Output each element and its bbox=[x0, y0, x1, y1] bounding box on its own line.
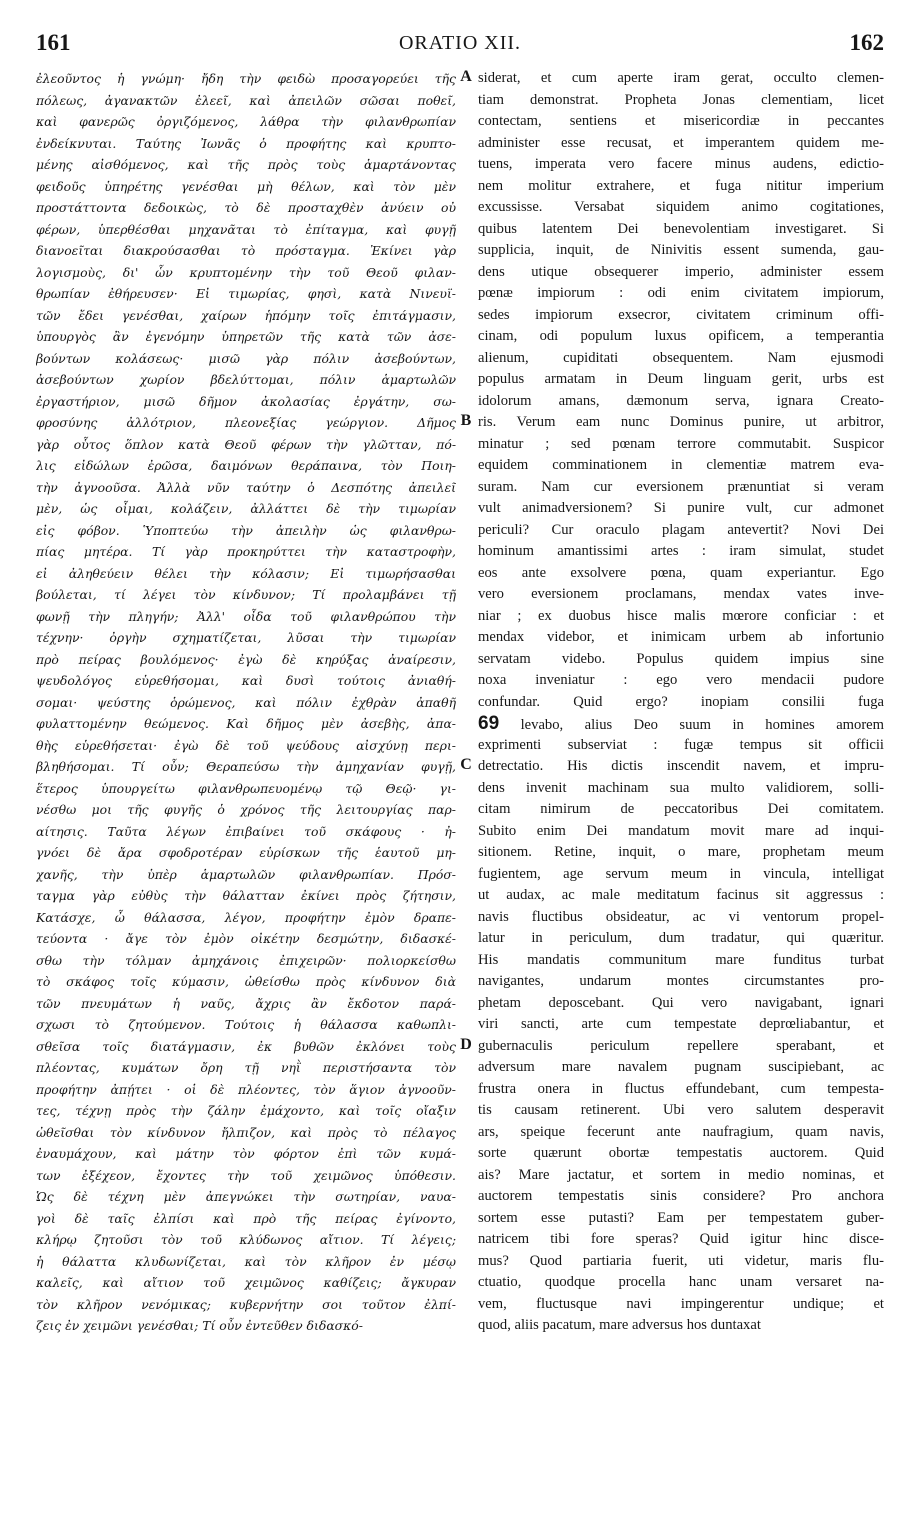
latin-line: cinam, odi populum luxus opificem, a temperantia bbox=[478, 328, 884, 344]
greek-line: τῶν πνευμάτων ἡ ναῦς, ἄχρις ἂν ἔκδοτον παρά- bbox=[36, 995, 456, 1011]
latin-line: servatam videbo. Populus quidem impius sine bbox=[478, 650, 884, 667]
latin-line: idolorum amans, dæmonum serva, ignara Creato- bbox=[478, 392, 884, 409]
latin-line: gubernaculis periculum repellere sperabant, et bbox=[478, 1037, 884, 1054]
latin-line: niar ; ex duobus hisce malis mœrore conficiar : et bbox=[478, 607, 884, 624]
greek-line: καλεῖς, καὶ αἴτιον τοῦ χειμῶνος καθίζεις; ἄγκυραν bbox=[36, 1275, 456, 1290]
greek-line: χανῆς, τὴν ὑπὲρ ἁμαρτωλῶν φιλανθρωπίαν. Πρόσ- bbox=[36, 866, 456, 882]
greek-line: νέσθω μοι τῆς φυγῆς ὁ χρόνος τῆς λειτουργίας παρ- bbox=[36, 802, 456, 817]
latin-line: navigantes, undarum montes circumstantes pro- bbox=[478, 973, 884, 989]
greek-line: τὴν ἀγνοοῦσα. Ἀλλὰ νῦν ταύτην ὁ Δεσπότης ἀπειλεῖ bbox=[36, 479, 456, 495]
greek-line: εἰς φόβον. Ὑποπτεύω τὴν ἀπειλὴν ὡς φιλανθρω- bbox=[36, 522, 456, 538]
greek-line: ἐνδείκνυται. Ταύτης Ἰωνᾶς ὁ προφήτης καὶ κρυπτο- bbox=[36, 135, 456, 151]
greek-line: Κατάσχε, ὦ θάλασσα, λέγον, προφήτην ἐμὸν δραπε- bbox=[36, 909, 456, 925]
greek-line: λις εἰδώλων ἐρῶσα, δαιμόνων θεράπαινα, τὸν Ποιη- bbox=[36, 458, 456, 473]
page-header bbox=[36, 30, 884, 64]
greek-line: προφήτην ἀπῄτει · οἱ δὲ πλέοντες, τὸν ἅγιον ἀγνοοῦν- bbox=[36, 1081, 456, 1097]
latin-line: dens invenit machinam sua multo validiorem, solli- bbox=[478, 779, 884, 796]
latin-line: noxa inveniatur : ego vero mendacii pudore bbox=[478, 672, 884, 688]
greek-line: φειδοῦς ὑπηρέτης γενέσθαι μὴ θέλων, καὶ τὸν μὲν bbox=[36, 178, 456, 194]
latin-line: ut audax, ac male meditatum facinus sit aggressus : bbox=[478, 887, 884, 903]
greek-line: καὶ φανερῶς ὀργιζόμενος, λάθρα τὴν φιλανθρωπίαν bbox=[36, 114, 456, 129]
greek-line: γοὶ δὲ ταῖς ἐλπίσι καὶ πρὸ τῆς πείρας ἐγίνοντο, bbox=[36, 1210, 456, 1226]
greek-line: προστάττοντα δεδοικὼς, τὸ δὲ προσταχθὲν ἀνύειν οὐ bbox=[36, 200, 456, 215]
latin-line: siderat, et cum aperte iram gerat, occulto clemen- bbox=[478, 70, 884, 86]
greek-line: αίτησις. Ταῦτα λέγων ἐπιβαίνει τοῦ σκάφους · ἠ- bbox=[36, 823, 456, 839]
latin-line: frustra onera in fluctus effundebant, cum tempesta- bbox=[478, 1080, 884, 1097]
latin-line: confundar. Quid ergo? inopiam consilii fuga bbox=[478, 693, 884, 710]
latin-line: contectam, sentiens et misericordiæ in peccantes bbox=[478, 113, 884, 129]
latin-line: sedes impiorum exsecror, civitatem criminum offi- bbox=[478, 306, 884, 323]
section-marker-a: A bbox=[460, 68, 472, 85]
section-marker-c: C bbox=[460, 756, 472, 773]
greek-line: φωνῇ τὴν πληγήν; Ἀλλ' οἶδα τοῦ φιλανθρώπου τὴν bbox=[36, 608, 456, 624]
latin-line: navis fluctibus obsideatur, ac vi ventorum propel- bbox=[478, 908, 884, 925]
latin-line: suram. Nam cur eversionem prænuntiat si veram bbox=[478, 478, 884, 495]
greek-line: τες, τέχνῃ πρὸς τὴν ζάλην ἐμάχοντο, καὶ τοῖς οἴαξιν bbox=[36, 1103, 456, 1118]
page-number-left: 161 bbox=[36, 30, 71, 55]
latin-line: sitionem. Retine, inquit, o mare, prophetam meum bbox=[478, 844, 884, 860]
greek-line: σχωσι τὸ ζητούμενον. Τούτοις ἡ θάλασσα καθωπλι- bbox=[36, 1017, 456, 1032]
greek-line: τέχνην· ὀργὴν σχηματίζεται, λῦσαι τὴν τιμωρίαν bbox=[36, 630, 456, 645]
latin-line: dens utique obsequerer imperio, administer essem bbox=[478, 263, 884, 280]
greek-line: ἐλεοῦντος ἡ γνώμη· ἤδη τὴν φειδὼ προσαγορεύει τῆς bbox=[36, 71, 456, 86]
greek-line: βούντων κολάσεως· μισῶ γὰρ πόλιν ἀσεβούντων, bbox=[36, 350, 456, 366]
latin-line: pœnæ impiorum : odi enim civitatem impiorum, bbox=[478, 285, 884, 301]
latin-line: excussisse. Versabat siquidem animo cogitationes, bbox=[478, 199, 884, 215]
latin-line: His mandatis communitum mare funditus turbat bbox=[478, 951, 884, 968]
latin-line: quibus latentem Dei benevolentiam investigaret. Si bbox=[478, 220, 884, 237]
greek-line: πόλεως, ἀγανακτῶν ἐλεεῖ, καὶ ἀπειλῶν σῶσαι ποθεῖ, bbox=[36, 92, 456, 108]
latin-line: citam nimirum de peccatoribus Dei comitatem. bbox=[478, 801, 884, 817]
greek-line: τὸ σκάφος τοῖς κύμασιν, ὠθείσθω πρὸς κίνδυνον διὰ bbox=[36, 974, 456, 989]
latin-line: ctuatio, quodque procella hanc unam versaret na- bbox=[478, 1274, 884, 1290]
greek-line: γὰρ οὗτος ὅπλον κατὰ Θεοῦ φέρων τὴν γλῶτταν, πό- bbox=[36, 436, 456, 452]
latin-line: alienum, cupiditati obsequentem. Nam ejusmodi bbox=[478, 349, 884, 366]
latin-line: tis causam retinerent. Ubi vero salutem desperavit bbox=[478, 1102, 884, 1118]
greek-line: σομαι· ψεύστης ὁρώμενος, καὶ πόλιν ἐχθρὰν ἀπαθῆ bbox=[36, 694, 456, 710]
greek-line: σθω τὴν τόλμαν ἀμηχάνοις ἐπιχειρῶν· πολιορκείσθω bbox=[36, 952, 456, 968]
latin-line: nem molitur extrahere, et fuga nititur imperium bbox=[478, 177, 884, 194]
latin-line: phetam deposcebant. Qui vero navigabant, ignari bbox=[478, 994, 884, 1011]
latin-line: supplicia, inquit, de Ninivitis essent sumenda, gau- bbox=[478, 242, 884, 258]
greek-line: ψευδολόγος εὑρεθήσομαι, καὶ δυσὶ τούτοις ἀνιαθή- bbox=[36, 673, 456, 688]
greek-line: τὸν κλῆρον νενόμικας; κυβερνήτην σοι τοῦτον ἐλπί- bbox=[36, 1296, 456, 1312]
latin-line: fugientem, age servum meum in vincula, intelligat bbox=[478, 865, 884, 882]
greek-line: ὑπουργὸς ἂν ἐγενόμην ὑπηρετῶν τῆς κατὰ τῶν ἀσε- bbox=[36, 329, 456, 344]
greek-line: λογισμοὺς, δι' ὧν κρυπτομένην τὴν τοῦ Θεοῦ φιλαν- bbox=[36, 264, 456, 280]
latin-line: tuens, imperata vero facere minus audens, edictio- bbox=[478, 156, 884, 172]
greek-line: τεύοντα · ἄγε τὸν ἐμὸν οἰκέτην δεσμώτην, διδασκέ- bbox=[36, 931, 456, 946]
greek-line: διανοεῖται διακρούσασθαι τὸ πρόσταγμα. Ἐκίνει γὰρ bbox=[36, 243, 456, 258]
greek-line: Ὡς δὲ τέχνη μὲν ἀπεγνώκει τὴν σωτηρίαν, ναυα- bbox=[36, 1189, 456, 1204]
greek-line: μὲν, ὡς οἶμαι, κολάζειν, ἀλλάττει δὲ τὴν τιμωρίαν bbox=[36, 501, 456, 516]
greek-line: ἡ θάλαττα κλυδωνίζεται, καὶ τὸν κλῆρον ἐν μέσῳ bbox=[36, 1253, 456, 1269]
greek-line: φυλαττομένην θεώμενος. Καὶ δῆμος μὲν ἀσεβὴς, ἀπα- bbox=[36, 716, 456, 731]
greek-line: ἐργαστήριον, μισῶ δῆμον ἀκολασίας ἐργάτην, σω- bbox=[36, 393, 456, 409]
greek-line: ζεις ἐν χειμῶνι γενέσθαι; Τί οὖν ἐντεῦθεν διδασκό- bbox=[36, 1318, 363, 1333]
greek-line: πρὸ πείρας βουλόμενος· ἐγὼ δὲ κηρύξας ἀναίρεσιν, bbox=[36, 651, 456, 667]
section-marker-d: D bbox=[460, 1036, 472, 1053]
latin-line: ais? Mare jactatur, et sortem in medio nominas, et bbox=[478, 1166, 884, 1183]
latin-line: minatur ; sed pœnam terrore commutabit. Suspicor bbox=[478, 435, 884, 452]
greek-line: φέρων, ὑπερθέσθαι μηχανᾶται τὸ ἐπίταγμα, καὶ φυγῇ bbox=[36, 221, 456, 237]
latin-line: mus? Quod partiaria fuerit, uti videtur, maris flu- bbox=[478, 1252, 884, 1269]
greek-line: ἕτερος ὑπουργείτω φιλανθρωπευομένῳ τῷ Θεῷ· γι- bbox=[36, 780, 456, 796]
greek-line: πλέοντας, κυμάτων ὄρη τῇ νηῒ περιστήσαντα τὸν bbox=[36, 1060, 456, 1075]
latin-line: natricem tibi fore speras? Quid igitur hinc disce- bbox=[478, 1231, 884, 1247]
latin-line: ars, speique fecerunt ante naufragium, quam navis, bbox=[478, 1123, 884, 1140]
greek-line: σθεῖσα τοῖς διατάγμασιν, ἐκ βυθῶν ἐκλόνει τοὺς bbox=[36, 1038, 456, 1054]
latin-line: Subito enim Dei mandatum movit mare ad inqui- bbox=[478, 822, 884, 839]
greek-line: φροσύνης ἀλλότριον, πλεονεξίας γεώργιον. Δῆμος bbox=[36, 415, 456, 430]
latin-line: exprimenti subserviat : fugæ tempus sit officii bbox=[478, 736, 884, 753]
greek-line: μένης αἰσθόμενος, καὶ τῆς πρὸς τοὺς ἁμαρτάνοντας bbox=[36, 157, 456, 172]
latin-line: mendax videbor, et inimicam urbem ab infortunio bbox=[478, 629, 884, 645]
greek-line: εἰ ἀληθεύειν θέλει τὴν κόλασιν; Εἰ τιμωρήσασθαι bbox=[36, 565, 456, 581]
latin-line: eos ante exsolvere pœna, quam experiantur. Ego bbox=[478, 564, 884, 581]
greek-line: θὴς εὑρεθήσεται· ἐγὼ δὲ τοῦ ψεύδους αἰσχύνῃ περι- bbox=[36, 737, 456, 753]
greek-line: βούλεται, τί λέγει τὸν κίνδυνον; Τί προλαμβάνει τῇ bbox=[36, 587, 456, 602]
latin-line bbox=[478, 713, 884, 735]
greek-line: ταγμα γὰρ εὐθὺς τὴν θάλατταν ἐκίνει πρὸς ζήτησιν, bbox=[36, 888, 456, 903]
latin-line: periculi? Cur oraculo plagam antevertit? Novi Dei bbox=[478, 521, 884, 538]
latin-line: auctorem tempestatis sinis considere? Pro anchora bbox=[478, 1188, 884, 1204]
latin-line: tiam demonstrat. Propheta Jonas clementiam, licet bbox=[478, 91, 884, 108]
latin-line: sortem esse putasti? Eam per tempestatem guber- bbox=[478, 1209, 884, 1226]
greek-line: βληθήσομαι. Τί οὖν; Θεραπεύσω τὴν ἀμηχανίαν φυγῇ, bbox=[36, 759, 456, 774]
greek-line: ἐναυμάχουν, καὶ μάτην τὸν φόρτον ἐπὶ τῶν κυμά- bbox=[36, 1146, 456, 1161]
greek-line: ἀσεβούντων χωρίον βδελύττομαι, πόλιν ἁμαρτωλῶν bbox=[36, 372, 456, 387]
latin-line: populus armatam in Deum linguam gerit, urbs est bbox=[478, 371, 884, 387]
latin-line: detrectatio. His dictis inscendit navem, et impru- bbox=[478, 758, 884, 774]
latin-line: ris. Verum eam nunc Dominus punire, ut arbitror, bbox=[478, 414, 884, 430]
section-marker-b: B bbox=[460, 412, 472, 429]
running-title: ORATIO XII. bbox=[398, 32, 522, 54]
greek-line: κλήρῳ ζητοῦσι τὸν τοῦ κλύδωνος αἴτιον. Τί λέγεις; bbox=[36, 1232, 456, 1247]
greek-line: θρωπίαν ἐθήρευσεν· Εἰ τιμωρίας, φησὶ, κατὰ Νινευϊ- bbox=[36, 286, 456, 301]
latin-line: viri sancti, arte cum tempestate deprœliabantur, et bbox=[478, 1016, 884, 1032]
column-number: 69 bbox=[478, 713, 500, 734]
latin-line: equidem comminationem in clementiæ matrem eva- bbox=[478, 457, 884, 473]
greek-line: ὠθεῖσθαι τὸν κίνδυνον ἤλπιζον, καὶ πρὸς τὸ πέλαγος bbox=[36, 1124, 456, 1140]
greek-line: γνόει δὲ ἄρα σφοδροτέραν εὑρίσκων τῆς ἑαυτοῦ μη- bbox=[36, 845, 456, 860]
latin-line: administer esse recusat, et imperantem quidem me- bbox=[478, 134, 884, 151]
greek-line: τῶν ἔδει γενέσθαι, χαίρων ἡπόμην τοῖς ἐπιτάγμασιν, bbox=[36, 307, 456, 323]
latin-line-text: levabo, alius Deo suum in homines amorem bbox=[520, 717, 884, 733]
latin-line: hominum amantissimi artes : iram simulat, studet bbox=[478, 543, 884, 559]
latin-line: vult animadversionem? Si punire vult, cur admonet bbox=[478, 500, 884, 516]
latin-line: vem, fluctusque navi impingerentur undique; et bbox=[478, 1295, 884, 1312]
latin-text-column bbox=[478, 68, 884, 1337]
greek-line: πίας μητέρα. Τί γὰρ προκηρύττει τὴν καταστροφὴν, bbox=[36, 544, 456, 559]
latin-line: vero eversionem proclamans, mendax vates inve- bbox=[478, 586, 884, 602]
latin-line: adversum mare navalem pugnam suscipiebant, ac bbox=[478, 1059, 884, 1075]
page-number-right: 162 bbox=[849, 30, 884, 55]
latin-line: sorte quærunt obortæ tempestatis auctorem. Quid bbox=[478, 1145, 884, 1161]
latin-line: latur in periculum, dum tradatur, qui quæritur. bbox=[478, 930, 884, 946]
greek-text-column bbox=[36, 68, 456, 1337]
latin-line: quod, aliis pacatum, mare adversus hos duntaxat bbox=[478, 1317, 761, 1333]
greek-line: των ἐξέχεον, ἔχοντες τὴν τοῦ χειμῶνος ὑπόθεσιν. bbox=[36, 1167, 456, 1183]
